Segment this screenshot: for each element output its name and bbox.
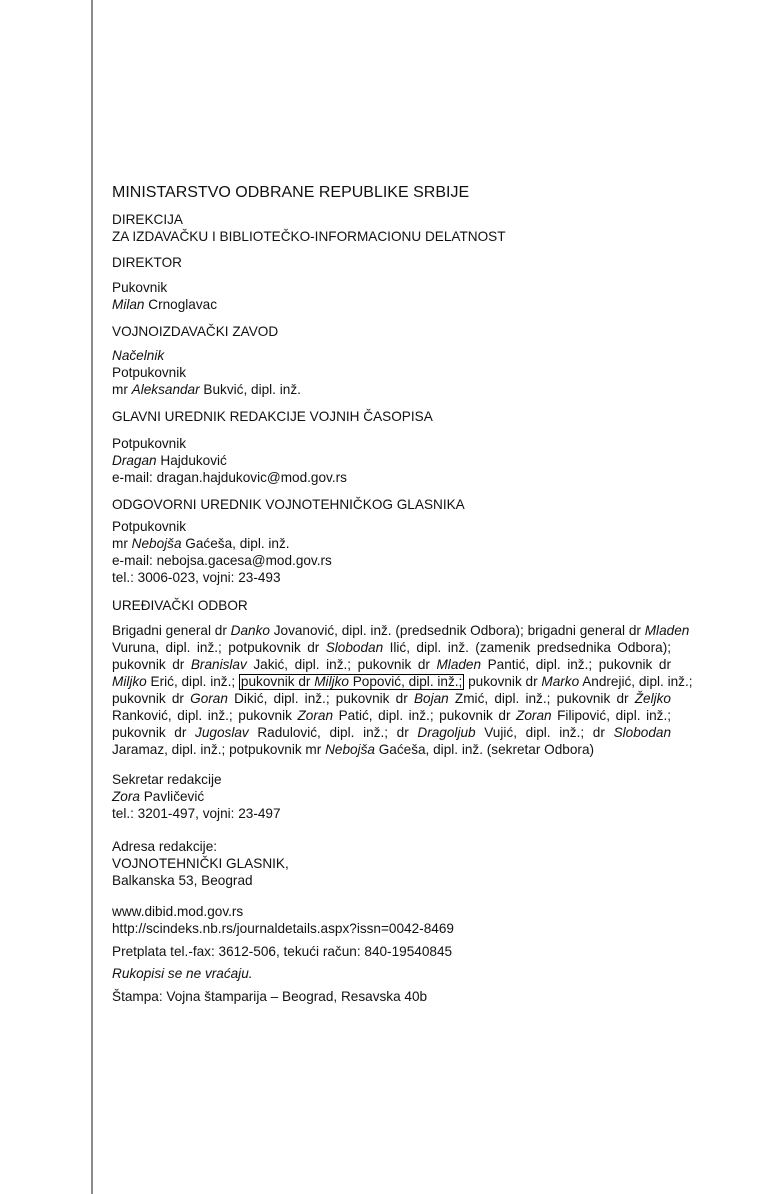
document-line: [112, 518, 186, 535]
document-line: [112, 988, 427, 1005]
text-segment: e-mail: dragan.hajdukovic@mod.gov.rs: [112, 470, 347, 485]
text-segment: Gaćeša, dipl. inž. (sekretar Odbora): [374, 742, 595, 757]
text-segment: ZA IZDAVAČKU I BIBLIOTEČKO-INFORMACIONU DELATNOST: [112, 229, 506, 244]
document-line: [112, 296, 217, 313]
text-segment: e-mail: nebojsa.gacesa@mod.gov.rs: [112, 553, 332, 568]
page-title: [112, 184, 469, 201]
document-line: [112, 855, 289, 872]
italic-name: Jugoslav: [195, 725, 249, 740]
document-line: [112, 788, 204, 805]
text-segment: Pukovnik: [112, 280, 168, 295]
italic-name: Zora: [112, 789, 140, 804]
text-segment: Gaćeša, dipl. inž.: [181, 536, 290, 551]
italic-name: Načelnik: [112, 348, 165, 363]
italic-name: Zoran: [297, 708, 334, 723]
document-line: [112, 805, 281, 822]
text-segment: pukovnik dr: [112, 691, 191, 706]
text-segment: mr: [112, 536, 132, 551]
document-line: [112, 381, 301, 398]
text-segment: DIREKTOR: [112, 255, 182, 270]
italic-name: Miljko: [112, 674, 147, 689]
italic-name: Zoran: [516, 708, 552, 723]
editorial-board-line: [112, 673, 693, 690]
text-segment: Bukvić, dipl. inž.: [199, 382, 301, 397]
text-segment: VOJNOTEHNIČKI GLASNIK,: [112, 856, 289, 871]
document-line: [112, 408, 433, 425]
document-line: [112, 920, 454, 937]
italic-name: Dragoljub: [417, 725, 476, 740]
document-line: [112, 597, 248, 614]
editorial-board-line: [112, 724, 671, 741]
italic-name: Danko: [230, 623, 270, 638]
italic-name: Aleksandar: [131, 382, 200, 397]
text-segment: Popović, dipl. inž.;: [348, 674, 463, 689]
text-segment: UREĐIVAČKI ODBOR: [112, 598, 248, 613]
text-segment: pukovnik dr: [112, 725, 196, 740]
document-line: [112, 903, 243, 920]
text-segment: Štampa: Vojna štamparija – Beograd, Resavska 40b: [112, 989, 428, 1004]
italic-name: Mladen: [436, 657, 482, 672]
document-line: [112, 496, 465, 513]
editorial-board-line: [112, 639, 671, 656]
document-line: [112, 364, 186, 381]
document-line: [112, 452, 227, 469]
text-segment: Patić, dipl. inž.; pukovnik dr: [333, 708, 517, 723]
document-line: [112, 211, 183, 228]
text-segment: Vujić, dipl. inž.; dr: [475, 725, 614, 740]
italic-name: Milan: [112, 297, 145, 312]
text-segment: Erić, dipl. inž.;: [146, 674, 239, 689]
text-segment: Pavličević: [139, 789, 205, 804]
text-segment: Radulović, dipl. inž.; dr: [248, 725, 418, 740]
text-segment: MINISTARSTVO ODBRANE REPUBLIKE SRBIJE: [112, 184, 470, 201]
document-line: [112, 228, 506, 245]
editorial-board-line: [112, 741, 671, 758]
document-line: [112, 254, 182, 271]
document-line: [112, 323, 278, 340]
text-segment: Potpukovnik: [112, 519, 187, 534]
highlighted-member-box: [239, 674, 464, 690]
editorial-board-line: [112, 656, 671, 673]
document-line: [112, 469, 347, 486]
document-line: [112, 943, 452, 960]
document-line: [112, 535, 290, 552]
italic-name: Branislav: [190, 657, 247, 672]
document-line: [112, 347, 164, 364]
document-line: [112, 569, 281, 586]
italic-name: Mladen: [644, 623, 690, 638]
document-line: [112, 771, 222, 788]
italic-name: Nebojša: [131, 536, 182, 551]
text-segment: Adresa redakcije:: [112, 839, 218, 854]
text-segment: Hajduković: [156, 453, 227, 468]
editorial-board-line: [112, 707, 671, 724]
text-segment: Filipović, dipl. inž.;: [551, 708, 672, 723]
text-segment: tel.: 3201-497, vojni: 23-497: [112, 806, 281, 821]
text-segment: Sekretar redakcije: [112, 772, 222, 787]
page-margin-line: [91, 0, 93, 1194]
document-line: [112, 279, 167, 296]
italic-name: Miljko: [314, 674, 349, 689]
document-line: [112, 872, 253, 889]
document-line: [112, 838, 217, 855]
text-segment: ODGOVORNI UREDNIK VOJNOTEHNIČKOG GLASNIKA: [112, 497, 465, 512]
editorial-board-line: [112, 622, 689, 639]
text-segment: Potpukovnik: [112, 436, 187, 451]
text-segment: Vuruna, dipl. inž.; potpukovnik dr: [112, 640, 326, 655]
italic-name: Nebojša: [325, 742, 375, 757]
text-segment: Pantić, dipl. inž.; pukovnik dr: [481, 657, 671, 672]
text-segment: http://scindeks.nb.rs/journaldetails.aspx?issn=0042-8469: [112, 921, 454, 936]
italic-name: Rukopisi se ne vraćaju.: [112, 966, 253, 981]
text-segment: Ranković, dipl. inž.; pukovnik: [112, 708, 298, 723]
italic-name: Slobodan: [613, 725, 672, 740]
text-segment: mr: [112, 382, 132, 397]
text-segment: VOJNOIZDAVAČKI ZAVOD: [112, 324, 279, 339]
text-segment: Andrejić, dipl. inž.;: [579, 674, 693, 689]
italic-name: Dragan: [112, 453, 157, 468]
text-segment: Pretplata tel.-fax: 3612-506, tekući račun: 840-19540845: [112, 944, 453, 959]
text-segment: Jovanović, dipl. inž. (predsednik Odbora); brigadni general dr: [269, 623, 645, 638]
text-segment: Jakić, dipl. inž.; pukovnik dr: [246, 657, 437, 672]
italic-name: Bojan: [413, 691, 449, 706]
text-segment: pukovnik dr: [240, 674, 315, 689]
text-segment: Crnoglavac: [144, 297, 218, 312]
text-segment: www.dibid.mod.gov.rs: [112, 904, 244, 919]
text-segment: GLAVNI UREDNIK REDAKCIJE VOJNIH ČASOPISA: [112, 409, 433, 424]
text-segment: pukovnik dr: [112, 657, 191, 672]
text-segment: Dikić, dipl. inž.; pukovnik dr: [227, 691, 414, 706]
editorial-board-line: [112, 690, 671, 707]
text-segment: Potpukovnik: [112, 365, 187, 380]
text-segment: Balkanska 53, Beograd: [112, 873, 253, 888]
text-segment: DIREKCIJA: [112, 212, 184, 227]
text-segment: Jaramaz, dipl. inž.; potpukovnik mr: [112, 742, 326, 757]
italic-name: Goran: [190, 691, 228, 706]
text-segment: Ilić, dipl. inž. (zamenik predsednika Odbora);: [383, 640, 671, 655]
text-segment: pukovnik dr: [464, 674, 542, 689]
text-segment: Brigadni general dr: [112, 623, 231, 638]
italic-name: Slobodan: [325, 640, 384, 655]
italic-name: Željko: [634, 691, 671, 706]
document-line: [112, 552, 332, 569]
text-segment: tel.: 3006-023, vojni: 23-493: [112, 570, 281, 585]
document-line: [112, 965, 253, 982]
text-segment: Zmić, dipl. inž.; pukovnik dr: [448, 691, 635, 706]
italic-name: Marko: [541, 674, 580, 689]
document-line: [112, 435, 186, 452]
